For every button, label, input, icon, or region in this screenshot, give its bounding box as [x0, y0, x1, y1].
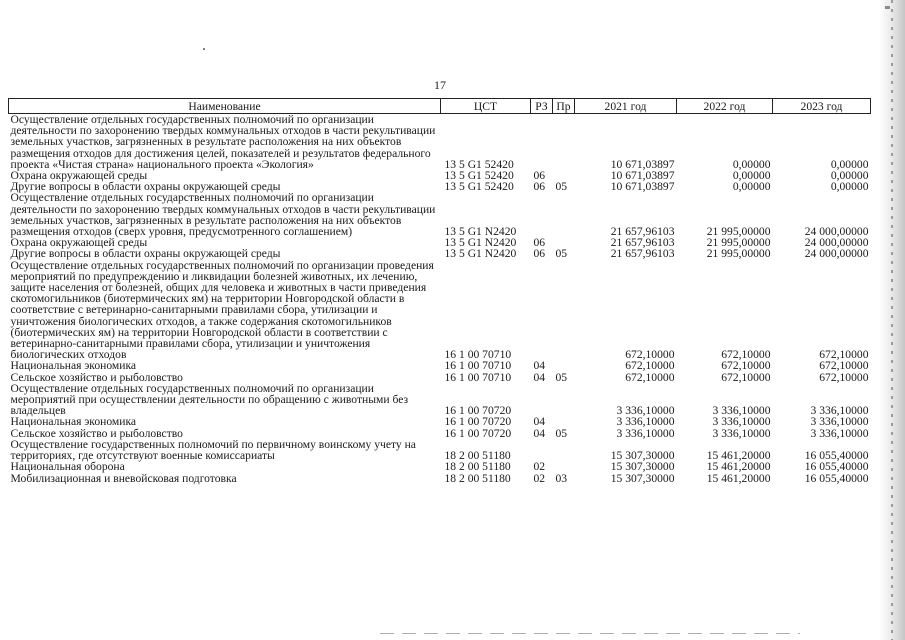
row-name: Национальная оборона: [10, 460, 125, 474]
row-2023: 3 336,10000: [810, 404, 869, 418]
row-rz: 04: [533, 426, 546, 440]
row-pr: [553, 360, 575, 371]
header-2023: 2023 год: [773, 99, 871, 114]
table-header: [9, 99, 871, 114]
row-pr: 05: [555, 370, 568, 384]
table-row: [9, 248, 871, 259]
table-row: [9, 461, 871, 472]
row-name: Осуществление отдельных государственных полномочий по организации деятельности по захоронению твердых коммунальных отходов в части рекультивации земельных участков, загрязненных в результате расположения на них объектов размещения отходов (сверх уровня, предусмотренного соглашением): [10, 191, 436, 239]
row-2021: 10 671,03897: [610, 180, 675, 194]
row-2021: 10 671,03897: [610, 169, 675, 183]
row-rz: [531, 260, 553, 361]
row-2021: 672,10000: [625, 370, 675, 384]
row-2023: 0,00000: [830, 180, 869, 194]
row-rz: [531, 383, 553, 417]
row-name: Другие вопросы в области охраны окружающей среды: [10, 247, 281, 261]
row-pr: [553, 439, 575, 461]
row-2022: 0,00000: [732, 169, 771, 183]
row-2023: 3 336,10000: [810, 415, 869, 429]
row-name: Другие вопросы в области охраны окружающей среды: [10, 180, 281, 194]
budget-table: [8, 98, 871, 484]
header-row: [9, 99, 871, 114]
table-row: [9, 383, 871, 417]
row-2022: 672,10000: [721, 348, 771, 362]
row-2022: 21 995,00000: [706, 247, 771, 261]
row-2023: 672,10000: [819, 359, 869, 373]
row-name: Мобилизационная и вневойсковая подготовка: [10, 471, 237, 485]
row-cst: 13 5 G1 52420: [444, 180, 514, 194]
row-name: Сельское хозяйство и рыболовство: [10, 426, 183, 440]
row-pr: [553, 416, 575, 427]
row-cst: 13 5 G1 N2420: [444, 225, 517, 239]
row-name: Осуществление отдельных государственных полномочий по организации деятельности по захоронению твердых коммунальных отходов в части рекультивации земельных участков, загрязненных в результате расположения на них объектов размещения отходов для достижения целей, показателей и результатов федерального проекта «Чистая страна» национального проекта «Экология»: [10, 113, 436, 171]
row-name: Осуществление отдельных государственных полномочий по организации проведения мероприятий по предупреждению и ликвидации болезней животных, их лечению, защите населения от болезней, общих для человека и животных в части приведения скотомогильников (биотермических ям) на территории Новгородской области в соответствие с ветеринарно-санитарными правилами сбора, утилизации и уничтожения биологических отходов, а также содержания скотомогильников (биотермических ям) на территории Новгородской области в соответствии с ветеринарно-санитарными правилами сбора, утилизации и уничтожения биологических отходов: [10, 258, 434, 362]
row-cst: 18 2 00 51180: [444, 460, 511, 474]
row-rz: 06: [533, 247, 546, 261]
row-rz: [531, 439, 553, 461]
row-rz: 06: [533, 180, 546, 194]
page-number: 17: [434, 78, 446, 92]
row-cst: 13 5 G1 N2420: [444, 236, 517, 250]
row-2021: 21 657,96103: [610, 236, 675, 250]
table-row: [9, 416, 871, 427]
row-2021: 21 657,96103: [610, 247, 675, 261]
row-2022: 21 995,00000: [706, 236, 771, 250]
row-name: Сельское хозяйство и рыболовство: [10, 370, 183, 384]
row-cst: 16 1 00 70720: [444, 426, 512, 440]
row-2023: 3 336,10000: [810, 426, 869, 440]
row-cst: 13 5 G1 52420: [444, 169, 514, 183]
row-2021: 3 336,10000: [616, 404, 675, 418]
row-2022: 21 995,00000: [706, 225, 771, 239]
row-name: Охрана окружающей среды: [10, 236, 148, 250]
header-cst: ЦСТ: [441, 99, 531, 114]
row-cst: 18 2 00 51180: [444, 449, 511, 463]
row-rz: [531, 192, 553, 237]
row-cst: 13 5 G1 52420: [444, 157, 514, 171]
row-rz: [531, 114, 553, 171]
row-cst: 16 1 00 70720: [444, 415, 512, 429]
row-cst: 16 1 00 70720: [444, 404, 512, 418]
row-2023: 16 055,40000: [804, 460, 869, 474]
row-pr: [553, 192, 575, 237]
row-rz: 06: [533, 236, 546, 250]
row-pr: [553, 260, 575, 361]
row-2021: 15 307,30000: [610, 449, 675, 463]
row-2022: 3 336,10000: [712, 404, 771, 418]
scanned-page-edge: [879, 0, 905, 640]
row-2021: 672,10000: [625, 359, 675, 373]
row-2022: 15 461,20000: [706, 460, 771, 474]
row-cst: 18 2 00 51180: [444, 471, 511, 485]
row-2021: 15 307,30000: [610, 460, 675, 474]
table-row: [9, 360, 871, 371]
table-body: [9, 114, 871, 484]
row-2021: 672,10000: [625, 348, 675, 362]
row-pr: [553, 114, 575, 171]
row-2021: 21 657,96103: [610, 225, 675, 239]
scan-speck: [203, 48, 205, 50]
row-2022: 672,10000: [721, 359, 771, 373]
row-2021: 3 336,10000: [616, 415, 675, 429]
row-rz: 04: [533, 370, 546, 384]
header-2022: 2022 год: [677, 99, 773, 114]
table-row: [9, 439, 871, 461]
scan-artifact-line: [380, 633, 800, 634]
row-name: Охрана окружающей среды: [10, 169, 148, 183]
row-pr: 05: [555, 180, 568, 194]
row-pr: 03: [555, 471, 568, 485]
row-2023: 0,00000: [830, 169, 869, 183]
row-cst: 16 1 00 70710: [444, 370, 512, 384]
table-row: [9, 260, 871, 361]
row-rz: 06: [533, 169, 546, 183]
row-2021: 10 671,03897: [610, 157, 675, 171]
row-cst: 16 1 00 70710: [444, 359, 512, 373]
header-rz: РЗ: [531, 99, 553, 114]
row-2022: 15 461,20000: [706, 471, 771, 485]
row-name: Осуществление государственных полномочий по первичному воинскому учету на территориях, где отсутствуют военные комиссариаты: [10, 437, 416, 463]
header-pr: Пр: [553, 99, 575, 114]
row-rz: 04: [533, 415, 546, 429]
row-2023: 672,10000: [819, 370, 869, 384]
row-2023: 24 000,00000: [804, 225, 869, 239]
row-2023: 672,10000: [819, 348, 869, 362]
header-name: Наименование: [9, 99, 441, 114]
row-2023: 16 055,40000: [804, 449, 869, 463]
row-pr: 05: [555, 426, 568, 440]
row-2022: 3 336,10000: [712, 415, 771, 429]
row-2022: 672,10000: [721, 370, 771, 384]
row-2021: 3 336,10000: [616, 426, 675, 440]
row-cst: 16 1 00 70710: [444, 348, 512, 362]
row-rz: 02: [533, 460, 546, 474]
row-name: Осуществление отдельных государственных полномочий по организации мероприятий при осуществлении деятельности по обращению с животными без владельцев: [10, 381, 409, 418]
row-2023: 24 000,00000: [804, 247, 869, 261]
row-pr: [553, 461, 575, 472]
row-2022: 0,00000: [732, 157, 771, 171]
row-2022: 15 461,20000: [706, 449, 771, 463]
row-2023: 24 000,00000: [804, 236, 869, 250]
row-cst: 13 5 G1 N2420: [444, 247, 517, 261]
table-row: [9, 192, 871, 237]
row-rz: 04: [533, 359, 546, 373]
row-2022: 3 336,10000: [712, 426, 771, 440]
header-2021: 2021 год: [575, 99, 677, 114]
table-row: [9, 114, 871, 171]
row-pr: [553, 383, 575, 417]
row-pr: 05: [555, 247, 568, 261]
row-2023: 0,00000: [830, 157, 869, 171]
row-name: Национальная экономика: [10, 359, 137, 373]
row-2023: 16 055,40000: [804, 471, 869, 485]
row-2022: 0,00000: [732, 180, 771, 194]
table-row: [9, 473, 871, 484]
row-rz: 02: [533, 471, 546, 485]
row-2021: 15 307,30000: [610, 471, 675, 485]
row-name: Национальная экономика: [10, 415, 137, 429]
